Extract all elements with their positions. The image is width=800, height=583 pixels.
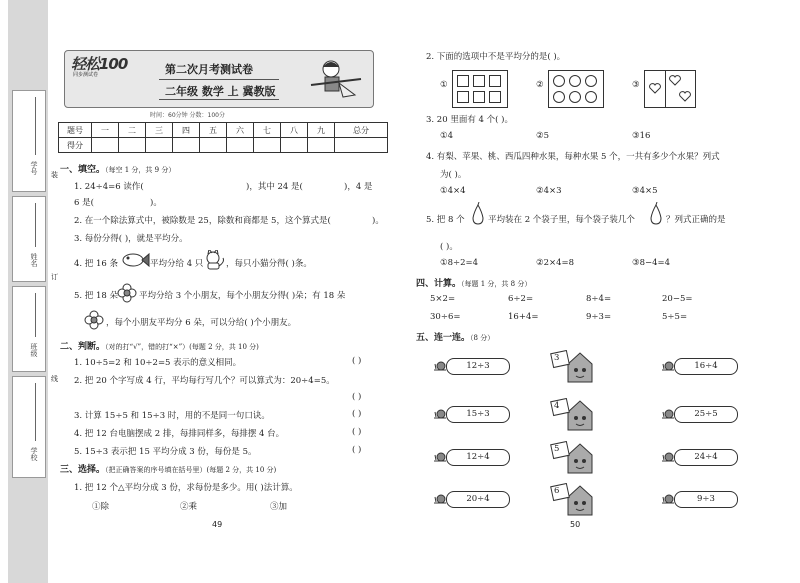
score-header-cell: 四	[173, 123, 200, 138]
calc-item: 20−5=	[662, 294, 693, 304]
choice-1: 1. 把 12 个△平均分成 3 份，求每份是多少。用( )法计算。	[74, 483, 298, 493]
calc-item: 30÷6=	[430, 312, 461, 322]
cat-icon	[203, 250, 225, 270]
question-1-4-end: ，每只小猫分得( )条。	[226, 259, 312, 269]
section-fill-blanks-title: 一、填空。	[60, 165, 106, 175]
header-rule-top	[159, 79, 279, 80]
score-cell[interactable]	[173, 138, 200, 153]
match-left-expression[interactable]: 15÷3	[446, 406, 510, 423]
grid-square	[473, 91, 485, 103]
binding-gutter	[8, 0, 48, 583]
split-line	[665, 71, 666, 107]
header-rule-bottom	[159, 99, 279, 100]
student-illustration	[303, 55, 367, 103]
choice-4: 4. 有梨、苹果、桃、西瓜四种水果，每种水果 5 个，一共有多少个水果？列式	[426, 152, 720, 162]
section-match	[416, 330, 494, 343]
match-right-expression[interactable]: 16÷4	[674, 358, 738, 375]
question-1-2: 2. 在一个除法算式中，被除数是 25，除数和商都是 5，这个算式是(	[74, 216, 331, 226]
calc-item: 6÷2=	[508, 294, 534, 304]
choice-5-cont: ( )。	[440, 242, 458, 252]
grid-square	[489, 75, 501, 87]
score-value-row	[59, 138, 388, 153]
student-number-label: 学号	[30, 161, 38, 175]
house-number: 6	[554, 486, 560, 496]
judge-5: 5. 15÷3 表示把 15 平均分成 3 份，每份是 5。	[74, 447, 257, 457]
side-mark-ding: 订	[51, 273, 58, 281]
match-right-expression[interactable]: 25÷5	[674, 406, 738, 423]
logo: 轻松100	[71, 55, 128, 73]
grid-square	[473, 75, 485, 87]
student-number-box	[12, 90, 46, 192]
snail-icon	[662, 409, 674, 418]
snail-icon	[434, 409, 446, 418]
score-header-cell: 五	[200, 123, 227, 138]
question-1-1-end: )，4 是	[344, 182, 373, 192]
score-cell[interactable]	[254, 138, 281, 153]
score-header-label: 题号	[59, 123, 92, 138]
choice-4-option-2[interactable]: ②4×3	[536, 186, 562, 196]
section-choice-note: （把正确答案的序号填在括号里）(每题 2 分，共 10 分)	[105, 466, 277, 474]
circle	[585, 91, 597, 103]
question-1-5-mid: 平均分给 3 个小朋友，每个小朋友分得( )朵；有 18 朵	[139, 291, 346, 301]
match-left-expression[interactable]: 12÷4	[446, 449, 510, 466]
judge-3: 3. 计算 15÷5 和 15÷3 时，用的不是同一句口诀。	[74, 411, 270, 421]
score-cell[interactable]	[200, 138, 227, 153]
option-1-grid	[452, 70, 508, 108]
question-1-1-start: 1. 24÷4=6 读作(	[74, 182, 144, 192]
judge-5-answer[interactable]: ( )	[352, 445, 362, 455]
name-line	[35, 203, 36, 247]
exam-info: 时间：60分钟 分数：100分	[150, 112, 225, 119]
question-1-5-end: ，每个小朋友平均分 6 朵，可以分给( )个小朋友。	[106, 318, 297, 328]
logo-subtitle: 同步测试卷	[73, 72, 99, 78]
school-label: 学校	[30, 447, 38, 461]
section-fill-blanks	[60, 162, 175, 175]
snail-icon	[434, 452, 446, 461]
heart-icon	[679, 91, 691, 102]
judge-3-answer[interactable]: ( )	[352, 409, 362, 419]
match-left-expression[interactable]: 20÷4	[446, 491, 510, 508]
class-box	[12, 286, 46, 372]
match-right-expression[interactable]: 24÷4	[674, 449, 738, 466]
option-2-circles	[548, 70, 604, 108]
exam-subtitle: 二年级 数学 上 冀教版	[165, 85, 276, 98]
judge-1-answer[interactable]: ( )	[352, 356, 362, 366]
choice-5-option-3[interactable]: ③8−4=4	[632, 258, 671, 268]
judge-2: 2. 把 20 个字写成 4 行，平均每行写几个？可以算式为：20÷4=5。	[74, 376, 335, 386]
question-1-1-mid: )，其中 24 是(	[246, 182, 303, 192]
choice-2-mark-2[interactable]: ②	[536, 80, 544, 90]
score-row-label: 得分	[59, 138, 92, 153]
choice-5-end: ？列式正确的是	[666, 215, 726, 225]
score-cell[interactable]	[335, 138, 388, 153]
class-label: 班级	[30, 343, 38, 357]
choice-4-cont: 为( )。	[440, 170, 467, 180]
grid-square	[457, 91, 469, 103]
grid-square	[489, 91, 501, 103]
choice-5-option-1[interactable]: ①8÷2=4	[440, 258, 479, 268]
score-cell[interactable]	[308, 138, 335, 153]
circle	[569, 91, 581, 103]
circle	[553, 91, 565, 103]
choice-3-option-2[interactable]: ②5	[536, 131, 550, 141]
score-header-cell: 三	[146, 123, 173, 138]
house-number: 3	[554, 353, 560, 363]
question-1-4-start: 4. 把 16 条	[74, 259, 119, 269]
circle	[585, 75, 597, 87]
score-header-cell: 一	[92, 123, 119, 138]
grid-square	[457, 75, 469, 87]
snail-icon	[662, 494, 674, 503]
flower-icon	[117, 283, 137, 303]
section-judge-title: 二、判断。	[60, 342, 106, 352]
judge-1: 1. 10÷5=2 和 10÷2=5 表示的意义相同。	[74, 358, 242, 368]
snail-icon	[662, 452, 674, 461]
score-header-cell: 七	[254, 123, 281, 138]
score-header-cell: 九	[308, 123, 335, 138]
house-number: 5	[554, 444, 560, 454]
school-line	[35, 383, 36, 441]
snail-icon	[662, 361, 674, 370]
page-number-right: 50	[570, 520, 581, 529]
house-number: 4	[554, 401, 560, 411]
section-calc	[416, 276, 531, 289]
score-cell[interactable]	[227, 138, 254, 153]
score-table	[58, 122, 388, 153]
match-left-expression[interactable]: 12÷3	[446, 358, 510, 375]
question-1-1-cont: 6 是(	[74, 198, 94, 208]
section-choice-title: 三、选择。	[60, 465, 106, 475]
heart-icon	[669, 75, 681, 86]
side-mark-zhuang: 装	[51, 171, 58, 179]
section-fill-blanks-note: （每空 1 分，共 9 分）	[105, 166, 176, 174]
question-1-4-mid: 平均分给 4 只	[150, 259, 204, 269]
snail-icon	[434, 494, 446, 503]
choice-2: 2. 下面的选项中不是平均分的是( )。	[426, 52, 566, 62]
section-calc-title: 四、计算。	[416, 279, 462, 289]
choice-5-start: 5. 把 8 个	[426, 215, 465, 225]
choice-5-option-2[interactable]: ②2×4=8	[536, 258, 575, 268]
page-number-left: 49	[212, 520, 223, 529]
choice-4-option-3[interactable]: ③4×5	[632, 186, 658, 196]
school-box	[12, 376, 46, 478]
section-match-note: （8 分）	[470, 334, 495, 342]
heart-icon	[649, 83, 661, 94]
question-1-2-close: )。	[372, 216, 384, 226]
score-cell[interactable]	[281, 138, 308, 153]
score-cell[interactable]	[92, 138, 119, 153]
calc-item: 5÷5=	[662, 312, 688, 322]
judge-4: 4. 把 12 台电脑摆成 2 排，每排同样多，每排摆 4 台。	[74, 429, 285, 439]
question-1-5-start: 5. 把 18 朵	[74, 291, 119, 301]
calc-item: 16+4=	[508, 312, 539, 322]
choice-4-option-1[interactable]: ①4×4	[440, 186, 466, 196]
circle	[569, 75, 581, 87]
pear-icon	[648, 202, 664, 226]
student-number-line	[35, 97, 36, 155]
exam-title: 第二次月考测试卷	[165, 63, 253, 76]
calc-item: 5×2=	[430, 294, 456, 304]
calc-item: 9÷3=	[586, 312, 612, 322]
score-header-cell: 二	[119, 123, 146, 138]
section-judge-note: （对的打“√”，错的打“×”）(每题 2 分，共 10 分)	[105, 343, 259, 351]
choice-5-mid: 平均装在 2 个袋子里，每个袋子装几个	[488, 215, 635, 225]
score-header-row	[59, 123, 388, 138]
section-choice	[60, 462, 276, 475]
choice-1-option-2[interactable]: ②乘	[180, 502, 198, 512]
choice-1-option-3[interactable]: ③加	[270, 502, 288, 512]
section-judge	[60, 339, 259, 352]
choice-2-mark-3[interactable]: ③	[632, 80, 640, 90]
score-cell[interactable]	[119, 138, 146, 153]
section-match-title: 五、连一连。	[416, 333, 471, 343]
choice-3-option-1[interactable]: ①4	[440, 131, 454, 141]
question-1-1-close: )。	[150, 198, 162, 208]
pear-icon	[470, 202, 486, 226]
match-right-expression[interactable]: 9÷3	[674, 491, 738, 508]
option-3-hearts	[644, 70, 696, 108]
side-mark-xian: 线	[51, 375, 58, 383]
score-cell[interactable]	[146, 138, 173, 153]
circle	[553, 75, 565, 87]
judge-4-answer[interactable]: ( )	[352, 427, 362, 437]
calc-item: 8÷4=	[586, 294, 612, 304]
section-calc-note: （每题 1 分，共 8 分）	[461, 280, 532, 288]
score-header-cell: 总分	[335, 123, 388, 138]
choice-2-mark-1[interactable]: ①	[440, 80, 448, 90]
choice-3-option-3[interactable]: ③16	[632, 131, 651, 141]
score-header-cell: 六	[227, 123, 254, 138]
name-label: 姓名	[30, 253, 38, 267]
choice-3: 3. 20 里面有 4 个( )。	[426, 115, 513, 125]
judge-2-answer[interactable]: ( )	[352, 392, 362, 402]
choice-1-option-1[interactable]: ①除	[92, 502, 110, 512]
snail-icon	[434, 361, 446, 370]
class-line	[35, 293, 36, 337]
score-header-cell: 八	[281, 123, 308, 138]
flower-icon	[84, 310, 104, 330]
exam-header	[64, 50, 374, 108]
name-box	[12, 196, 46, 282]
question-1-3: 3. 每份分得( )，就是平均分。	[74, 234, 188, 244]
fish-icon	[120, 252, 150, 268]
